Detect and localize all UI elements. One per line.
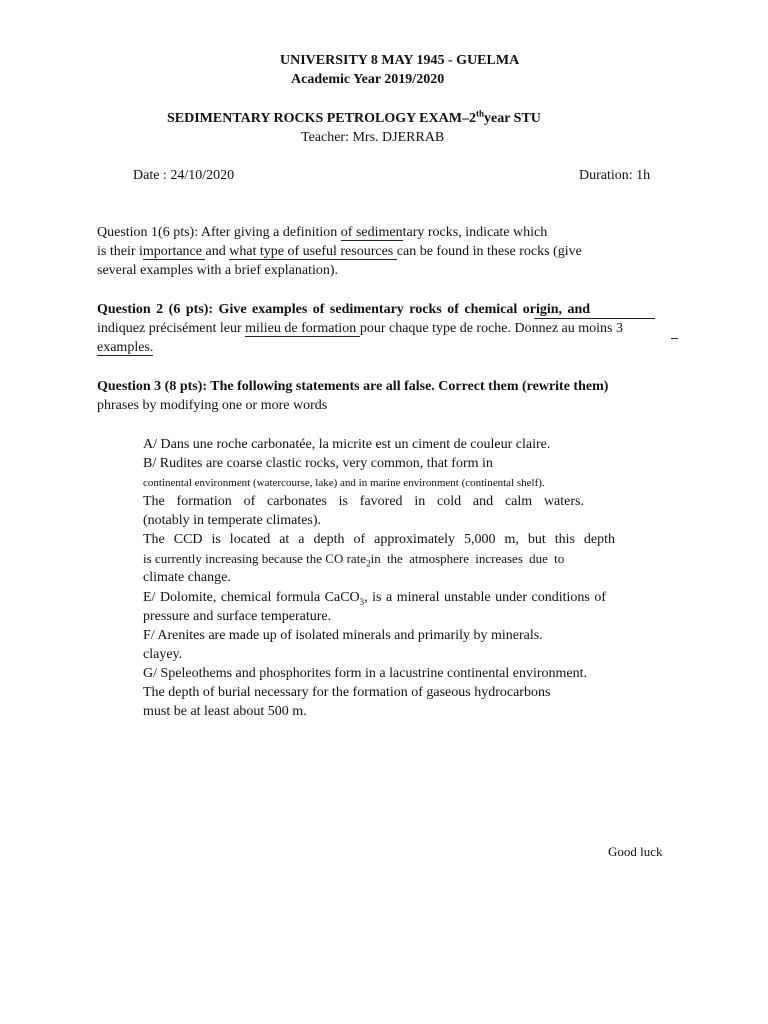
question1-line1	[97, 224, 547, 242]
q2-underline-origin	[534, 318, 655, 319]
statement-d-line1: The CCD is located at a depth of approximately 5,000 m, but this depth	[143, 532, 615, 547]
q2-l1-a: Question 2 (6 pts): Give examples of sedimentary rocks of chemi	[97, 302, 501, 317]
q2-l2-a: indiquez précisément leur	[97, 321, 246, 336]
statement-d-line3: climate change.	[143, 570, 231, 585]
statement-c-line2: (notably in temperate climates).	[143, 513, 322, 528]
question3-line1: Question 3 (8 pts): The following statements are all false. Correct them (rewrite them)	[97, 379, 609, 394]
academic-year: Academic Year 2019/2020	[291, 72, 445, 87]
exam-duration: Duration: 1h	[579, 168, 651, 183]
good-luck: Good luck	[608, 844, 663, 859]
exam-title-tail: year STU	[483, 111, 541, 126]
e1-a: E/ Dolomite, chemical formula CaCO	[143, 590, 360, 605]
question1-line3: several examples with a brief explanation).	[97, 263, 339, 278]
statement-h-line2: must be at least about 500 m.	[143, 704, 307, 719]
statement-b-line1: B/ Rudites are coarse clastic rocks, very common, that form in	[143, 456, 493, 471]
question3-line2: phrases by modifying one or more words	[97, 398, 328, 413]
q2-underlined-milieu: milieu de formation	[245, 321, 360, 336]
question2-line2	[97, 320, 623, 338]
exam-date: Date : 24/10/2020	[133, 168, 235, 183]
q1-underlined-importance: mportance	[142, 244, 206, 259]
q2-underlined-examples: examples.	[97, 340, 154, 355]
statement-b-line2: continental environment (watercourse, lake) and in marine environment (continental shelf).	[143, 477, 545, 489]
q1-underlined-sedimen: of sedimen	[340, 225, 403, 240]
q2-l2-c: pour chaque type de roche. Donnez au moins 3	[359, 321, 624, 336]
statement-f-line2: clayey.	[143, 647, 183, 662]
statement-e-line1	[143, 589, 606, 607]
d2-sub: 2	[366, 558, 371, 569]
q1-l2-c: and	[205, 244, 230, 259]
statement-g: G/ Speleothems and phosphorites form in a lacustrine continental environment.	[143, 666, 588, 681]
d2-b: in the atmosphere increases due to	[370, 551, 565, 566]
q1-text-c: tary rocks, indicate which	[402, 225, 548, 240]
statement-c-line1: The formation of carbonates is favored in cold and calm waters.	[143, 494, 584, 509]
question2-line3	[97, 339, 153, 357]
exam-title-sup: th	[475, 108, 484, 119]
exam-title-main: SEDIMENTARY ROCKS PETROLOGY EXAM–2	[167, 111, 476, 126]
e1-sub: 3	[359, 596, 365, 607]
statement-a: A/ Dans une roche carbonatée, la micrite est un ciment de couleur claire.	[143, 437, 551, 452]
q1-underlined-resources: what type of useful resources	[229, 244, 397, 259]
q2-underlined-origin: cal origin, and	[500, 302, 591, 317]
statement-f-line1: F/ Arenites are made up of isolated minerals and primarily by minerals.	[143, 628, 543, 643]
e1-b: , is a mineral unstable under conditions of	[364, 590, 607, 605]
university-name: UNIVERSITY 8 MAY 1945 - GUELMA	[280, 53, 520, 68]
statement-d-line2	[143, 550, 564, 568]
q1-l2-e: can be found in these rocks (give	[396, 244, 582, 259]
teacher-name: Teacher: Mrs. DJERRAB	[301, 130, 445, 145]
d2-a: is currently increasing because the CO rate	[143, 551, 367, 566]
question2-line1	[97, 301, 590, 319]
q1-text-a: Question 1(6 pts): After giving a definition	[97, 225, 341, 240]
q1-l2-a: is their i	[97, 244, 143, 259]
statement-h-line1: The depth of burial necessary for the formation of gaseous hydrocarbons	[143, 685, 551, 700]
exam-title	[167, 110, 541, 128]
q2-trailing-underline	[671, 338, 678, 339]
statement-e-line2: pressure and surface temperature.	[143, 609, 332, 624]
question1-line2	[97, 243, 582, 261]
